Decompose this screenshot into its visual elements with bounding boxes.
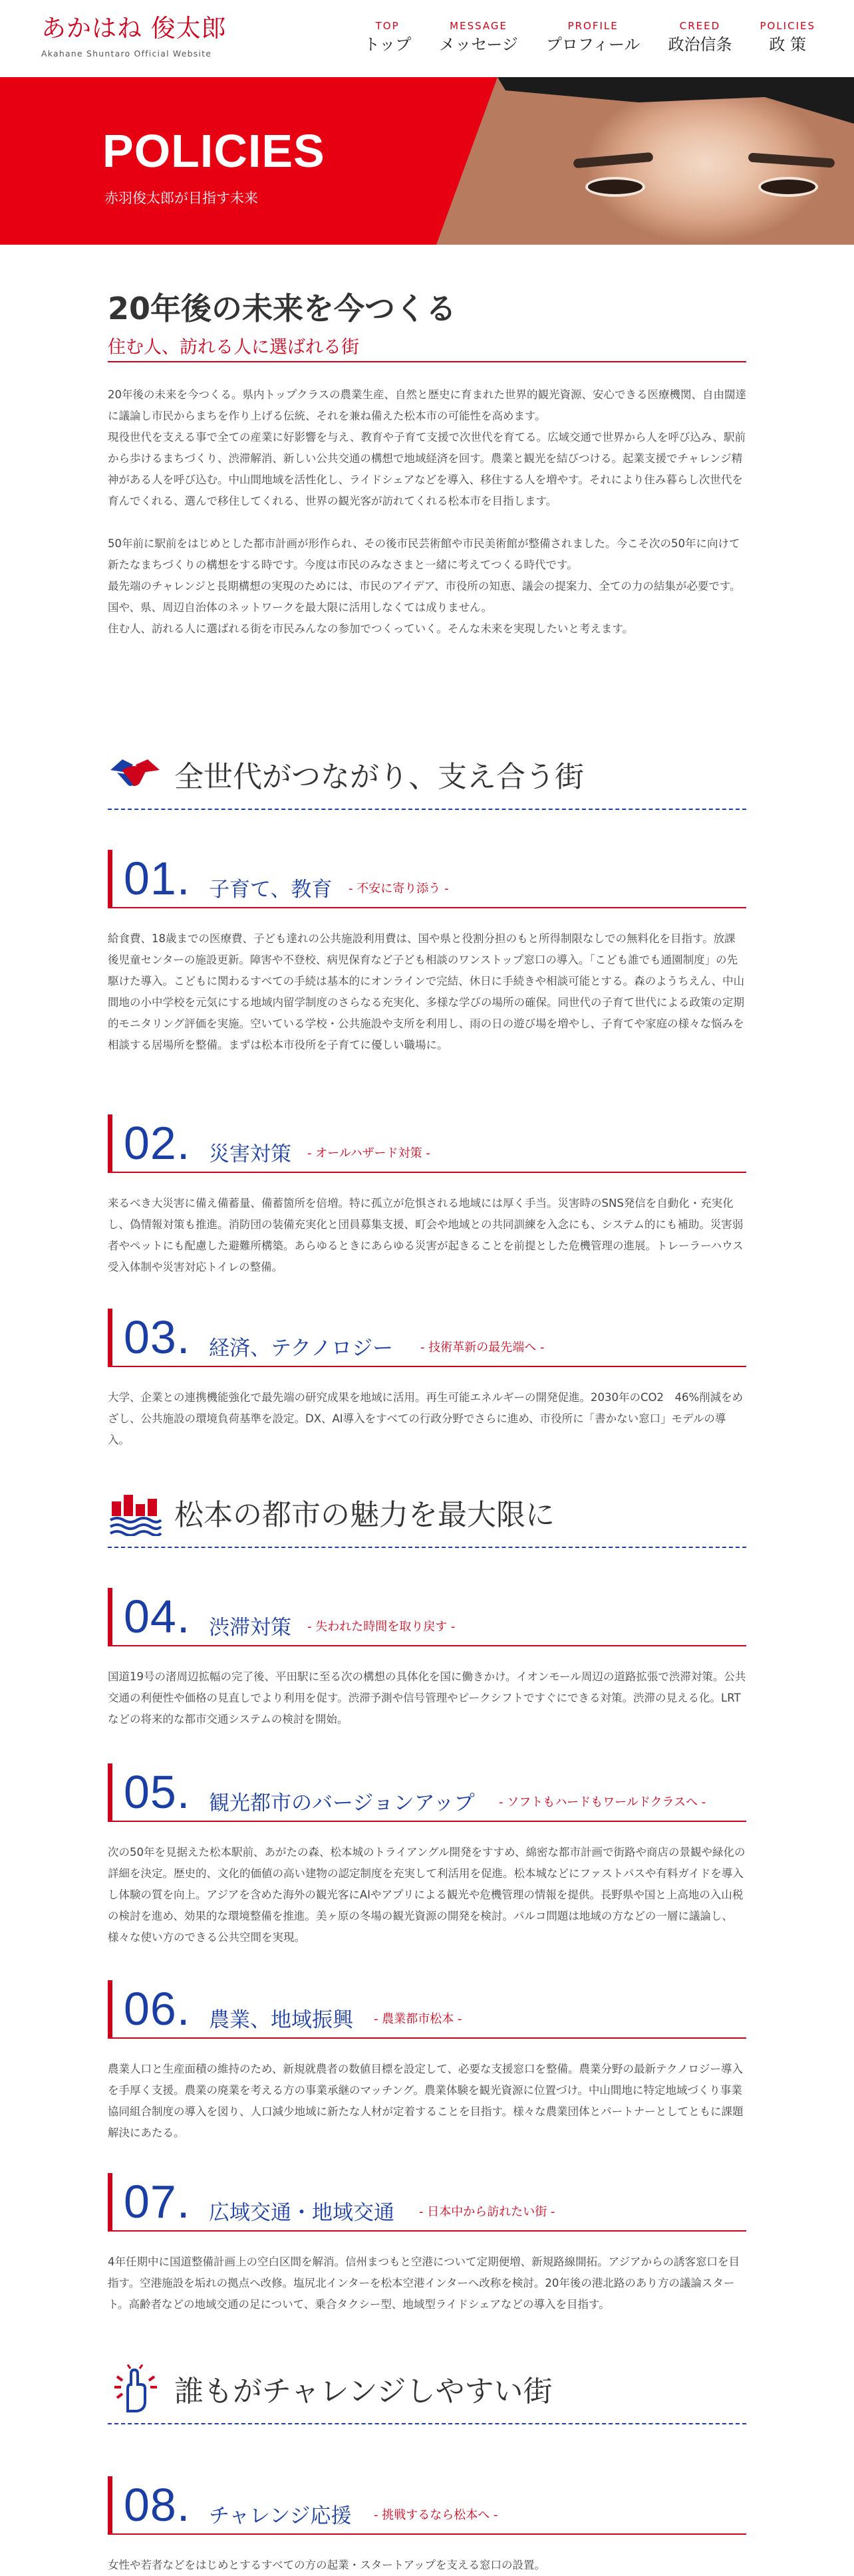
intro-paragraph [108,512,746,533]
policy-number: 06. [124,1983,191,2035]
nav-en-label: POLICIES [760,20,815,32]
nav-message[interactable] [439,21,518,53]
policy-name: チャレンジ応援 [209,2504,352,2528]
policy-number: 02. [124,1117,191,1169]
policy-number: 05. [124,1766,191,1818]
policy-heading [108,1763,746,1823]
nav-policies[interactable] [760,21,815,53]
nav-en-label: MESSAGE [450,20,507,32]
policy-heading [108,2476,746,2536]
policy-body: 農業人口と生産面積の維持のため、新規就農者の数値目標を設定して、必要な支援窓口を整備。農業分野の最新テクノロジー導入を手厚く支援。農業の廃業を考える方の事業承継のマッチング。農業体験を観光資源に位置づけ。中山間地に特定地域づくり事業協同組合制度の導入を図り、人口減少地域に新たな人材が定着することを目指す。様々な農業団体とパートナーとしてともに課題解決にあたる。 [108,2063,744,2139]
policy-number: 03. [124,1311,191,1363]
policy-body: 国道19号の渚周辺拡幅の完了後、平田駅に至る次の構想の具体化を国に働きかけ。イオンモール周辺の道路拡張で渋滞対策。公共交通の利便性や価格の見直しでより利用を促す。渋滞予測や信号管理やピークシフトですぐにできる対策。渋滞の見える化。LRTなどの将来的な都市交通システムの検討を開始。 [108,1670,746,1726]
global-nav [336,21,815,53]
site-header [0,0,854,77]
policy-name: 子育て、教育 [209,878,333,902]
intro-paragraph: 20年後の未来を今つくる。県内トップクラスの農業生産、自然と歴史に育まれた世界的観光資源、安心できる医療機関、自由闊達に議論し市民からまちを作り上げる伝統、それを兼ね備えた松本市の可能性を高めます。 [108,388,747,422]
nav-ja-label: トップ [364,35,412,54]
policy-tagline: - 日本中から訪れたい街 - [419,2205,555,2219]
theme-title: 松本の都市の魅力を最大限に [174,1498,555,1532]
intro-paragraph: 住む人、訪れる人に選ばれる街を市民みんなの参加でつくっていく。そんな未来を実現したいと考えます。 [108,622,634,635]
policy-body: 次の50年を見据えた松本駅前、あがたの森、松本城のトライアングル開発をすすめ、綿密な都市計画で街路や商店の景観や緑化の詳細を決定。歴史的、文化的価値の高い建物の認定制度を充実して利活用を促進。松本城などにファストパスや有料ガイドを導入し体験の質を向上。アジアを含めた海外の観光客にAIやアプリによる観光や危機管理の情報を提供。長野県や国と上高地の入山税の検討を進め、効果的な環境整備を推進。美ヶ原の冬場の観光資源の開発を検討。パルコ問題は地域の方などの一層に議論し、様々な使い方のできる公共空間を実現。 [108,1846,746,1944]
policy-heading [108,2173,746,2233]
nav-en-label: CREED [679,20,721,32]
policy-name: 観光都市のバージョンアップ [209,1791,475,1815]
nav-profile[interactable] [546,21,640,53]
policy-number: 08. [124,2479,191,2531]
nav-top[interactable] [364,21,411,53]
dashed-divider [108,809,746,810]
raised-hand-icon [108,2365,162,2412]
dashed-divider [108,2423,746,2424]
dashed-divider [108,1547,746,1548]
policy-name: 広域交通・地域交通 [209,2201,394,2225]
policy-heading [108,1309,746,1368]
theme-title: 全世代がつながり、支え合う街 [174,760,584,794]
policy-tagline: - 失われた時間を取り戻す - [307,1620,456,1634]
policy-body: 来るべき大災害に備え備蓄量、備蓄箇所を倍増。特に孤立が危惧される地域には厚く手当。災害時のSNS発信を自動化・充実化し、偽情報対策も推進。消防団の装備充実化と団員募集支援、町会や地域との共同訓練を入念にも、システム的にも補助。災害弱者やペットにも配慮した避難所構築。あらゆるときにあらゆる災害が起きることを前提とした危機管理の進展。トレーラーハウス受入体制や災害対応トイレの整備。 [108,1197,744,1273]
policy-heading [108,1588,746,1648]
policy-name: 災害対策 [209,1142,291,1166]
site-logo[interactable] [41,16,227,59]
policy-number: 07. [124,2176,191,2228]
policy-name: 渋滞対策 [209,1616,291,1640]
theme-heading [108,737,746,803]
nav-ja-label: 政治信条 [668,35,732,54]
nav-ja-label: 政 策 [769,35,807,54]
hero-subtitle: 赤羽俊太郎が目指す未来 [104,190,258,206]
policy-heading [108,850,746,910]
policy-heading [108,1980,746,2040]
hero-banner [0,77,854,245]
hero-title: POLICIES [102,125,325,177]
policy-tagline: - 挑戦するなら松本へ - [374,2508,498,2522]
nav-ja-label: プロフィール [545,35,640,54]
nav-ja-label: メッセージ [439,35,518,54]
policy-name: 経済、テクノロジー [209,1337,394,1360]
policy-tagline: - 技術革新の最先端へ - [420,1341,545,1354]
policy-body: 大学、企業との連携機能強化で最先端の研究成果を地域に活用。再生可能エネルギーの開発促進。2030年のCO2 46%削減をめざし、公共施設の環境負荷基準を設定。DX、AI導入をすべての行政分野でさらに進め、市役所に「書かない窓口」モデルの導入。 [108,1391,744,1446]
policy-tagline: - 不安に寄り添う - [349,882,449,896]
city-wave-icon [108,1488,162,1536]
nav-creed[interactable] [668,21,732,53]
intro-body [108,384,746,640]
policy-tagline: - 農業都市松本 - [374,2012,462,2026]
intro-title: 20年後の未来を今つくる [108,291,457,326]
brand-name: あかはね 俊太郎 [41,14,227,43]
policy-body: 給食費、18歳までの医療費、子ども達れの公共施設利用費は、国や県と役割分担のもと所得制限なしでの無料化を目指す。放課後児童センターの施設更新。障害や不登校、病児保育など子ども相談のワンストップ窓口の導入。「こども誰でも通園制度」の先駆けた導入。こどもに関わるすべての手続は基本的にオンラインで完結、休日に手続きや相談可能とする。森のようちえん、中山間地の小中学校を元気にする地域内留学制度のさらなる充実化、多様な学びの場所の確保。同世代の子育て世代による政策の定期的モニタリング評価を実施。空いている学校・公共施設や支所を利用し、雨の日の遊び場を増やし、子育てや家庭の様々な悩みを相談する居場所を整備。まずは松本市役所を子育てに優しい職場に。 [108,932,745,1051]
nav-en-label: PROFILE [567,20,619,32]
policy-tagline: - ソフトもハードもワールドクラスへ - [499,1795,706,1809]
policy-heading [108,1114,746,1174]
theme-heading [108,1475,746,1541]
policy-name: 農業、地域振興 [209,2008,353,2032]
intro-paragraph: 50年前に駅前をはじめとした都市計画が形作られ、その後市民芸術館や市民美術館が整備されました。今こそ次の50年に向けて新たなまちづくりの構想をする時です。今度は市民のみなさまと一緒に考えてつくる時代です。 [108,537,740,571]
policy-body: 4年任期中に国道整備計画上の空白区間を解消。信州まつもと空港について定期便増、新規路線開拓。アジアからの誘客窓口を目指す。空港施設を垢れの拠点へ改修。塩尻北インターを松本空港インターへ改称を検討。20年後の港北路のあり方の議論スタート。高齢者などの地域交通の足について、乗合タクシー型、地域型ライドシェアなどの導入を目指す。 [108,2255,740,2311]
divider [108,361,746,362]
policy-tagline: - オールハザード対策 - [307,1146,430,1160]
policy-body: 女性や若者などをはじめとするすべての方の起業・スタートアップを支える窓口の設置。 [108,2559,546,2571]
brand-subtitle: Akahane Shuntaro Official Website [41,49,212,59]
intro-paragraph: 現役世代を支える事で全ての産業に好影響を与え、教育や子育て支援で次世代を育てる。広域交通で世界から人を呼び込み、駅前から歩けるまちづくり、渋滞解消、新しい公共交通の構想で地域経済を回す。農業と観光を結びつける。起業支援でチャレンジ精神がある人を呼び込む。中山間地域を活性化し、ライドシェアなどを導入、移住する人を増やす。それにより住み暮らし次世代を育んでくれる、選んで移住してくれる、世界の観光客が訪れてくれる松本市を目指します。 [108,431,746,507]
handshake-icon [108,750,162,798]
policy-number: 01. [124,852,191,904]
policy-number: 04. [124,1591,191,1642]
theme-title: 誰もがチャレンジしやすい街 [174,2375,553,2408]
intro-paragraph: 最先端のチャレンジと長期構想の実現のためには、市民のアイデア、市役所の知恵、議会の提案力、全ての力の結集が必要です。国や、県、周辺自治体のネットワークを最大限に活用しなくては成りません。 [108,580,741,614]
intro-subtitle: 住む人、訪れる人に選ばれる街 [108,337,359,358]
nav-en-label: TOP [375,20,400,32]
theme-heading [108,2351,746,2418]
